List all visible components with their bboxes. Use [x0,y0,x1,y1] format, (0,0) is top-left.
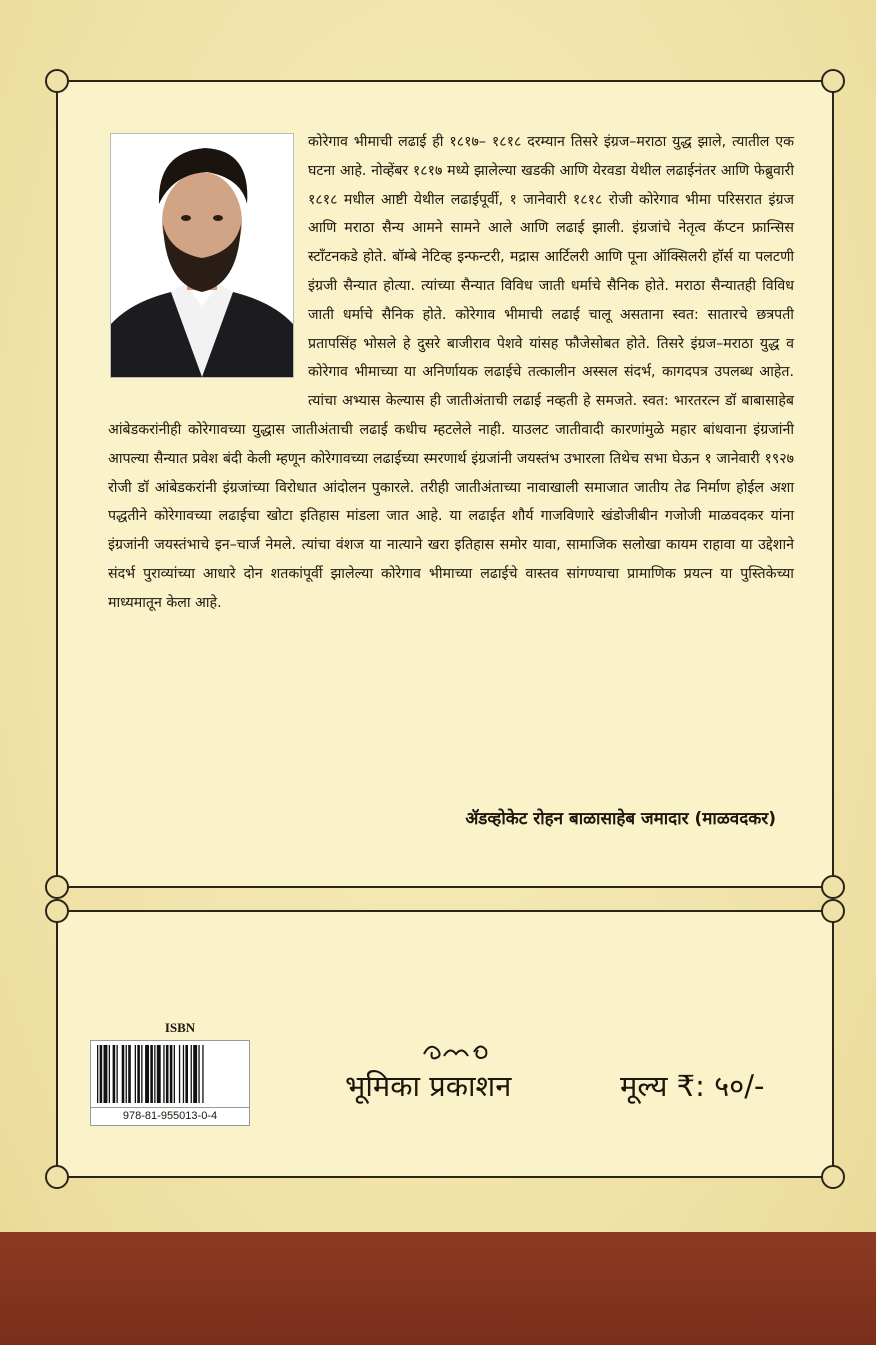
corner-ornament [821,69,845,93]
bottom-color-band [0,1232,876,1345]
barcode-icon [90,1040,250,1108]
photo-spacer [108,128,308,396]
corner-ornament [45,899,69,923]
isbn-label: ISBN [164,1020,196,1035]
author-name: ॲडव्होकेट रोहन बाळासाहेब जमादार (माळवदकर) [465,809,776,829]
corner-ornament [821,1165,845,1189]
isbn-block [90,1020,250,1126]
corner-ornament [45,69,69,93]
isbn-number: 978-81-955013-0-4 [90,1108,250,1126]
corner-ornament [45,875,69,899]
blurb-text-block [108,128,794,618]
corner-ornament [45,1165,69,1189]
price-label: मूल्य ₹: ५०/- [620,1069,765,1103]
blurb-text: कोरेगाव भीमाची लढाई ही १८१७– १८१८ दरम्यान तिसरे इंग्रज–मराठा युद्ध झाले, त्यातील एक घटना आहे. नोव्हेंबर १८१७ मध्ये झालेल्या खडकी आणि येरवडा येथील लढाईनंतर आणि फेब्रुवारी १८१८ मधील आष्टी येथील लढाईपूर्वी, १ जानेवारी १८१८ रोजी कोरेगाव भीमा परिसरात इंग्रज आणि मराठा सैन्य आमने सामने आले आणि लढाई झाली. इंग्रजांचे नेतृत्व कॅप्टन फ्रान्सिस स्टॉंटनकडे होते. बॉम्बे नेटिव्ह इन्फन्टरी, मद्रास आर्टिलरी आणि पूना ऑक्सिलरी हॉर्स या पलटणी इंग्रजी सैन्यात होत्या. त्यांच्या सैन्यात विविध जाती धर्माचे सैनिक होते. मराठा सैन्यातही विविध जाती धर्माचे सैनिक होते. कोरेगाव भीमाची लढाई चालू असताना स्वत: सातारचे छत्रपती प्रतापसिंह भोसले हे दुसरे बाजीराव पेशवे यांसह फौजेसोबत होते. तिसरे इंग्रज–मराठा युद्ध व कोरेगाव भीमाच्या या अनिर्णायक लढाईचे तत्कालीन अस्सल संदर्भ, कागदपत्र उपलब्ध आहेत. त्यांचा अभ्यास केल्यास ही जातीअंताची लढाई नव्हती हे समजते. स्वत: भारतरत्न डॉ बाबासाहेब आंबेडकरांनीही कोरेगावच्या युद्धास जातीअंताची लढाई कधीच म्हटलेले नाही. याउलट जातीवादी कारणांमुळे महार बांधवाना इंग्रजांनी आपल्या सैन्यात प्रवेश बंदी केली म्हणून कोरेगावच्या लढाईच्या स्मरणार्थ इंग्रजांनी जयस्तंभ उभारला तिथेच सभा घेऊन १ जानेवारी १९२७ रोजी डॉ आंबेडकरांनी इंग्रजांच्या विरोधात आंदोलन पुकारले. तरीही जातीअंताच्या नावाखाली समाजात जातीय तेढ निर्माण होईल अशा पद्धतीने कोरेगावच्या लढाईचा खोटा इतिहास मांडला जात आहे. या लढाईत शौर्य गाजविणारे खंडोजीबीन गजोजी माळवदकर यांना इंग्रजांनी जयस्तंभाचे इन–चार्ज नेमले. त्यांचा वंशज या नात्याने खरा इतिहास समोर यावा, सामाजिक सलोखा कायम राहावा या उद्देशाने संदर्भ पुराव्यांच्या आधारे दोन शतकांपूर्वी झालेल्या कोरेगाव भीमाच्या लढाईचे वास्तव सांगण्याचा प्रामाणिक प्रयत्न या पुस्तिकेच्या माध्यमातून केला आहे. [108,134,794,611]
publisher-name: भूमिका प्रकाशन [345,1069,512,1103]
corner-ornament [821,875,845,899]
corner-ornament [821,899,845,923]
publisher-ornament-icon [420,1040,490,1064]
